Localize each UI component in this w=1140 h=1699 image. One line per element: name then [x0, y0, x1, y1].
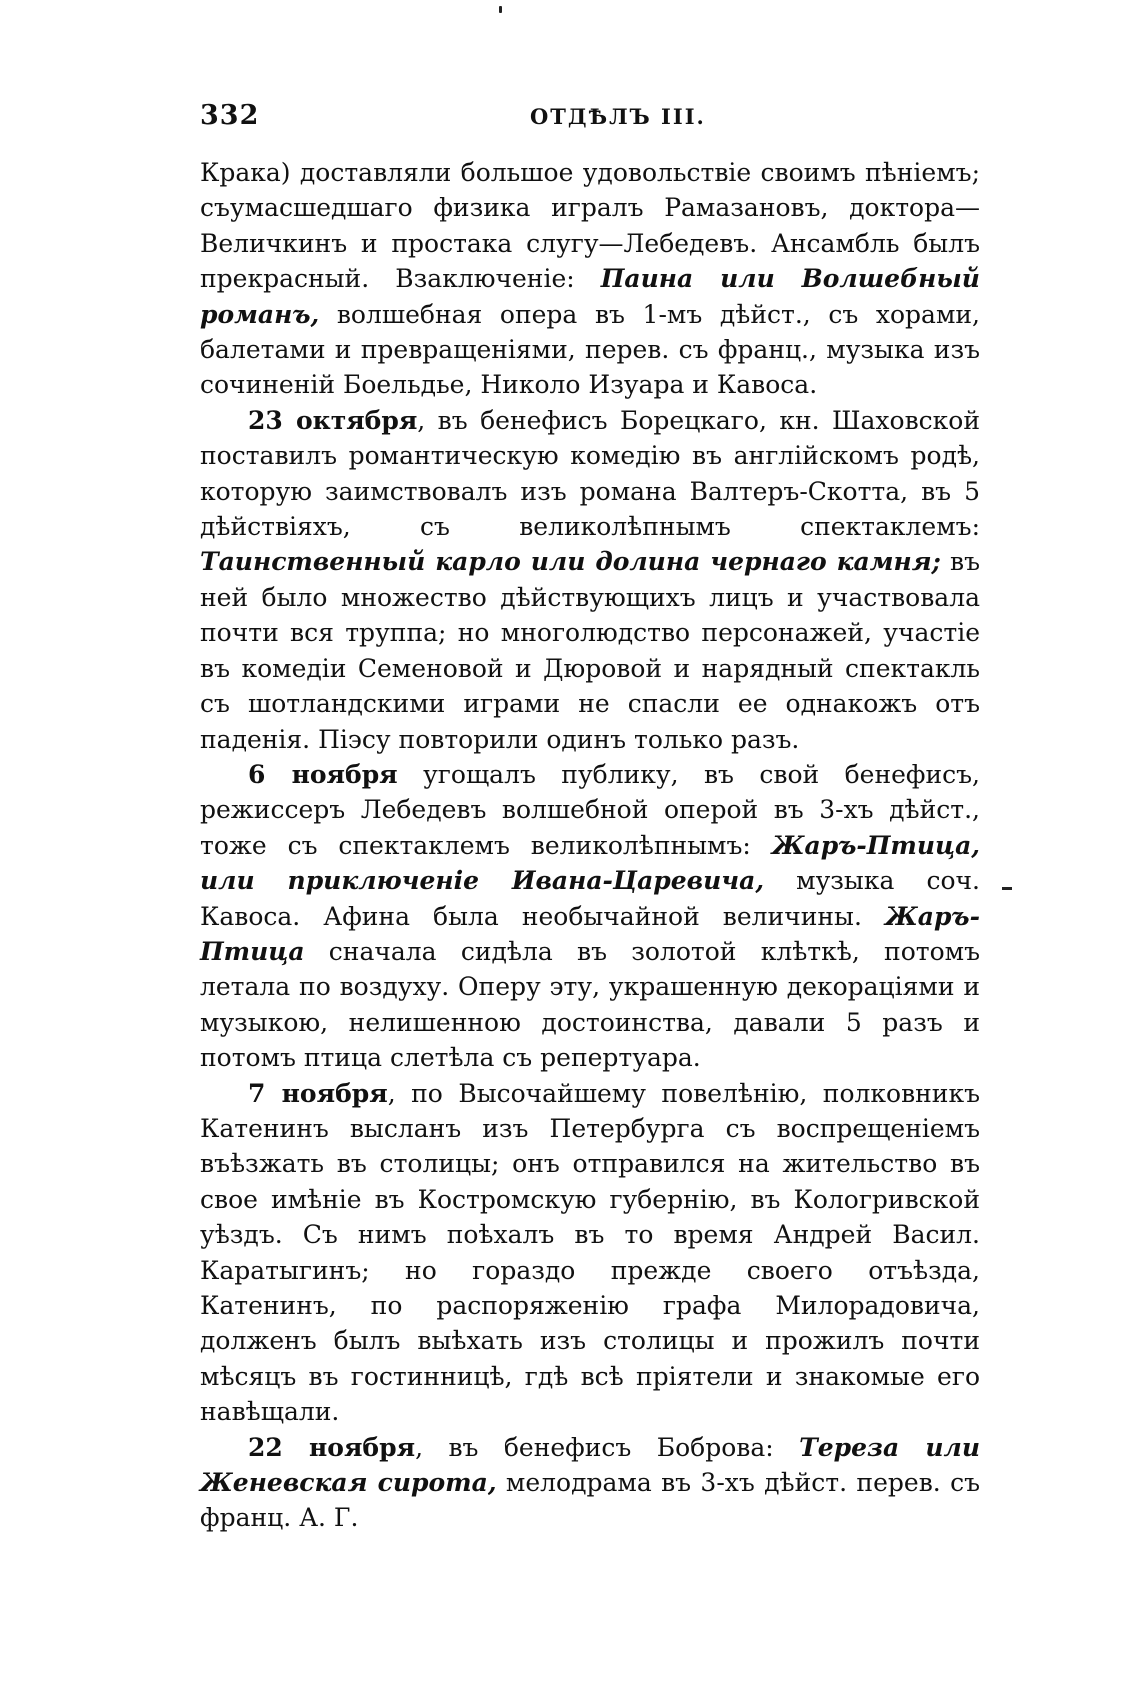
date-lead: 6 ноября [248, 759, 398, 789]
page-number: 332 [200, 100, 260, 131]
text-run: мелодрама въ 3-хъ дѣйст. перев. съ франц. А. Г. [200, 1468, 980, 1533]
text-run: , въ бенефисъ Боброва: [415, 1432, 800, 1462]
text-run: , въ бенефисъ Борецкаго, кн. Шаховской поставилъ романтическую комедію въ англійскомъ родѣ, которую заимствовалъ изъ романа Валтеръ-Скотта, въ 5 дѣйствіяхъ, съ великолѣпнымъ спектаклемъ: [200, 405, 980, 542]
paragraph [200, 1076, 980, 1430]
text-run: музыка соч. Кавоса. Афина была необычайной величины. [200, 866, 980, 931]
paragraph [200, 757, 980, 1076]
text-run: угощалъ публику, въ свой бенефисъ, режиссеръ Лебедевъ волшебной оперой въ 3-хъ дѣйст., тоже съ спектаклемъ великолѣпнымъ: [200, 759, 980, 860]
date-lead: 22 ноября [248, 1432, 416, 1462]
italic-title: Таинственный карло или долина чернаго камня; [200, 547, 941, 577]
running-head: ОТДѢЛЪ III. [530, 104, 706, 129]
italic-title: Паина или Волшебный романъ, [200, 264, 980, 329]
paragraph [200, 403, 980, 757]
text-run: , по Высочайшему повелѣнію, полковникъ Катенинъ высланъ изъ Петербурга съ воспрещеніемъ въѣзжать въ столицы; онъ отправился на жительство въ свое имѣніе въ Костромскую губернію, въ Кологривской уѣздъ. Съ нимъ поѣхалъ въ то время Андрей Васил. Каратыгинъ; но гораздо прежде своего отъѣзда, Катенинъ, по распоряженію графа Милорадовича, долженъ былъ выѣхать изъ столицы и прожилъ почти мѣсяцъ въ гостинницѣ, гдѣ всѣ пріятели и знакомые его навѣщали. [200, 1078, 980, 1427]
date-lead: 7 ноября [248, 1078, 388, 1108]
body-text [200, 155, 980, 1536]
text-run: въ ней было множество дѣйствующихъ лицъ и участвовала почти вся труппа; но многолюдство персонажей, участіе въ комедіи Семеновой и Дюровой и нарядный спектакль съ шотландскими играми не спасли ее однакожъ отъ паденія. Піэсу повторили одинъ только разъ. [200, 547, 980, 754]
margin-mark [1002, 887, 1012, 890]
paragraph [200, 1430, 980, 1536]
text-run: Крака) доставляли большое удовольствіе своимъ пѣніемъ; съумасшедшаго физика игралъ Рамазановъ, доктора—Величкинъ и простака слугу—Лебедевъ. Ансамбль былъ прекрасный. Взаключеніе: [200, 158, 980, 294]
italic-title: Жаръ-Птица [200, 901, 980, 966]
page-header [200, 100, 980, 140]
paragraph [200, 155, 980, 403]
italic-title: Тереза или Женевская сирота, [200, 1432, 981, 1498]
italic-title: Жаръ-Птица, или приключеніе Ивана-Царевича, [200, 830, 980, 896]
text-run: сначала сидѣла въ золотой клѣткѣ, потомъ летала по воздуху. Оперу эту, украшенную декораціями и музыкою, нелишенною достоинства, давали 5 разъ и потомъ птица слетѣла съ репертуара. [200, 936, 980, 1073]
date-lead: 23 октября [248, 405, 418, 435]
print-speck [499, 6, 502, 13]
text-run: волшебная опера въ 1-мъ дѣйст., съ хорами, балетами и превращеніями, перев. съ франц., музыка изъ сочиненій Боельдье, Николо Изуара и Кавоса. [200, 299, 980, 400]
